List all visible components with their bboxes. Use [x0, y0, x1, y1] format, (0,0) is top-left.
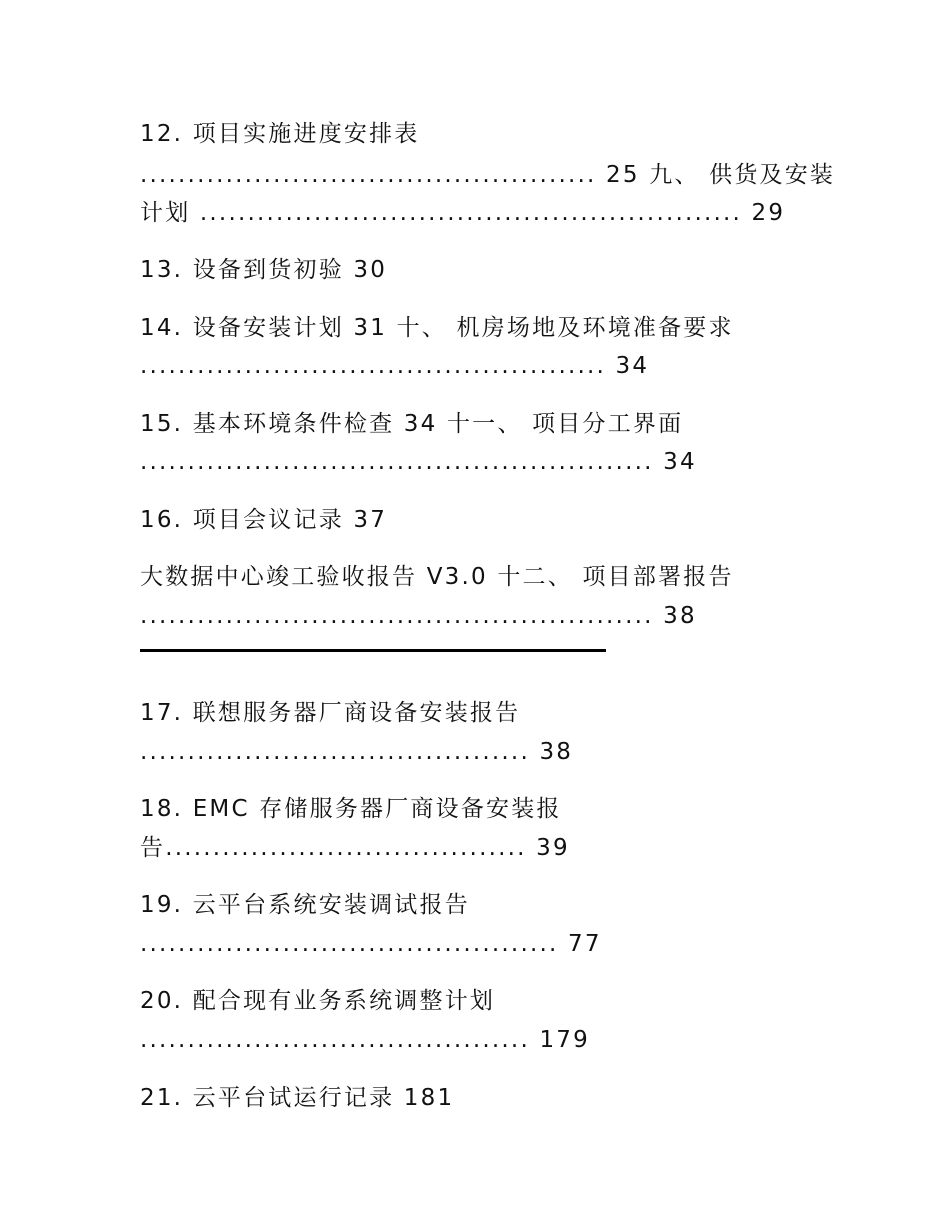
- toc-leader-line: ...................................................... 38: [140, 603, 697, 629]
- toc-leader-line: 告...................................... 39: [140, 835, 570, 861]
- toc-entry-21: 21. 云平台试运行记录 181: [140, 1085, 455, 1111]
- toc-entry-report: 大数据中心竣工验收报告 V3.0 十二、 项目部署报告: [140, 564, 734, 590]
- toc-entry-18: 18. EMC 存储服务器厂商设备安装报: [140, 796, 562, 822]
- toc-entry-19: 19. 云平台系统安装调试报告: [140, 892, 470, 918]
- toc-leader-line: ............................................ 77: [140, 931, 602, 957]
- toc-leader-line: ................................................. 34: [140, 353, 650, 379]
- toc-entry-13: 13. 设备到货初验 30: [140, 257, 388, 283]
- toc-leader-line: ...................................................... 34: [140, 449, 697, 475]
- toc-entry-16: 16. 项目会议记录 37: [140, 507, 388, 533]
- toc-entry-20: 20. 配合现有业务系统调整计划: [140, 988, 496, 1014]
- toc-entry-12: 12. 项目实施进度安排表: [140, 121, 420, 147]
- toc-leader-line: ......................................... 179: [140, 1027, 590, 1053]
- toc-leader-line: ......................................... 38: [140, 739, 574, 765]
- section-divider: [140, 649, 606, 652]
- toc-leader-line: ................................................ 25 九、 供货及安装: [140, 162, 836, 188]
- toc-entry-17: 17. 联想服务器厂商设备安装报告: [140, 700, 521, 726]
- toc-entry-plan: 计划 ......................................................... 29: [140, 200, 786, 226]
- toc-entry-15: 15. 基本环境条件检查 34 十一、 项目分工界面: [140, 411, 684, 437]
- toc-entry-14: 14. 设备安装计划 31 十、 机房场地及环境准备要求: [140, 315, 734, 341]
